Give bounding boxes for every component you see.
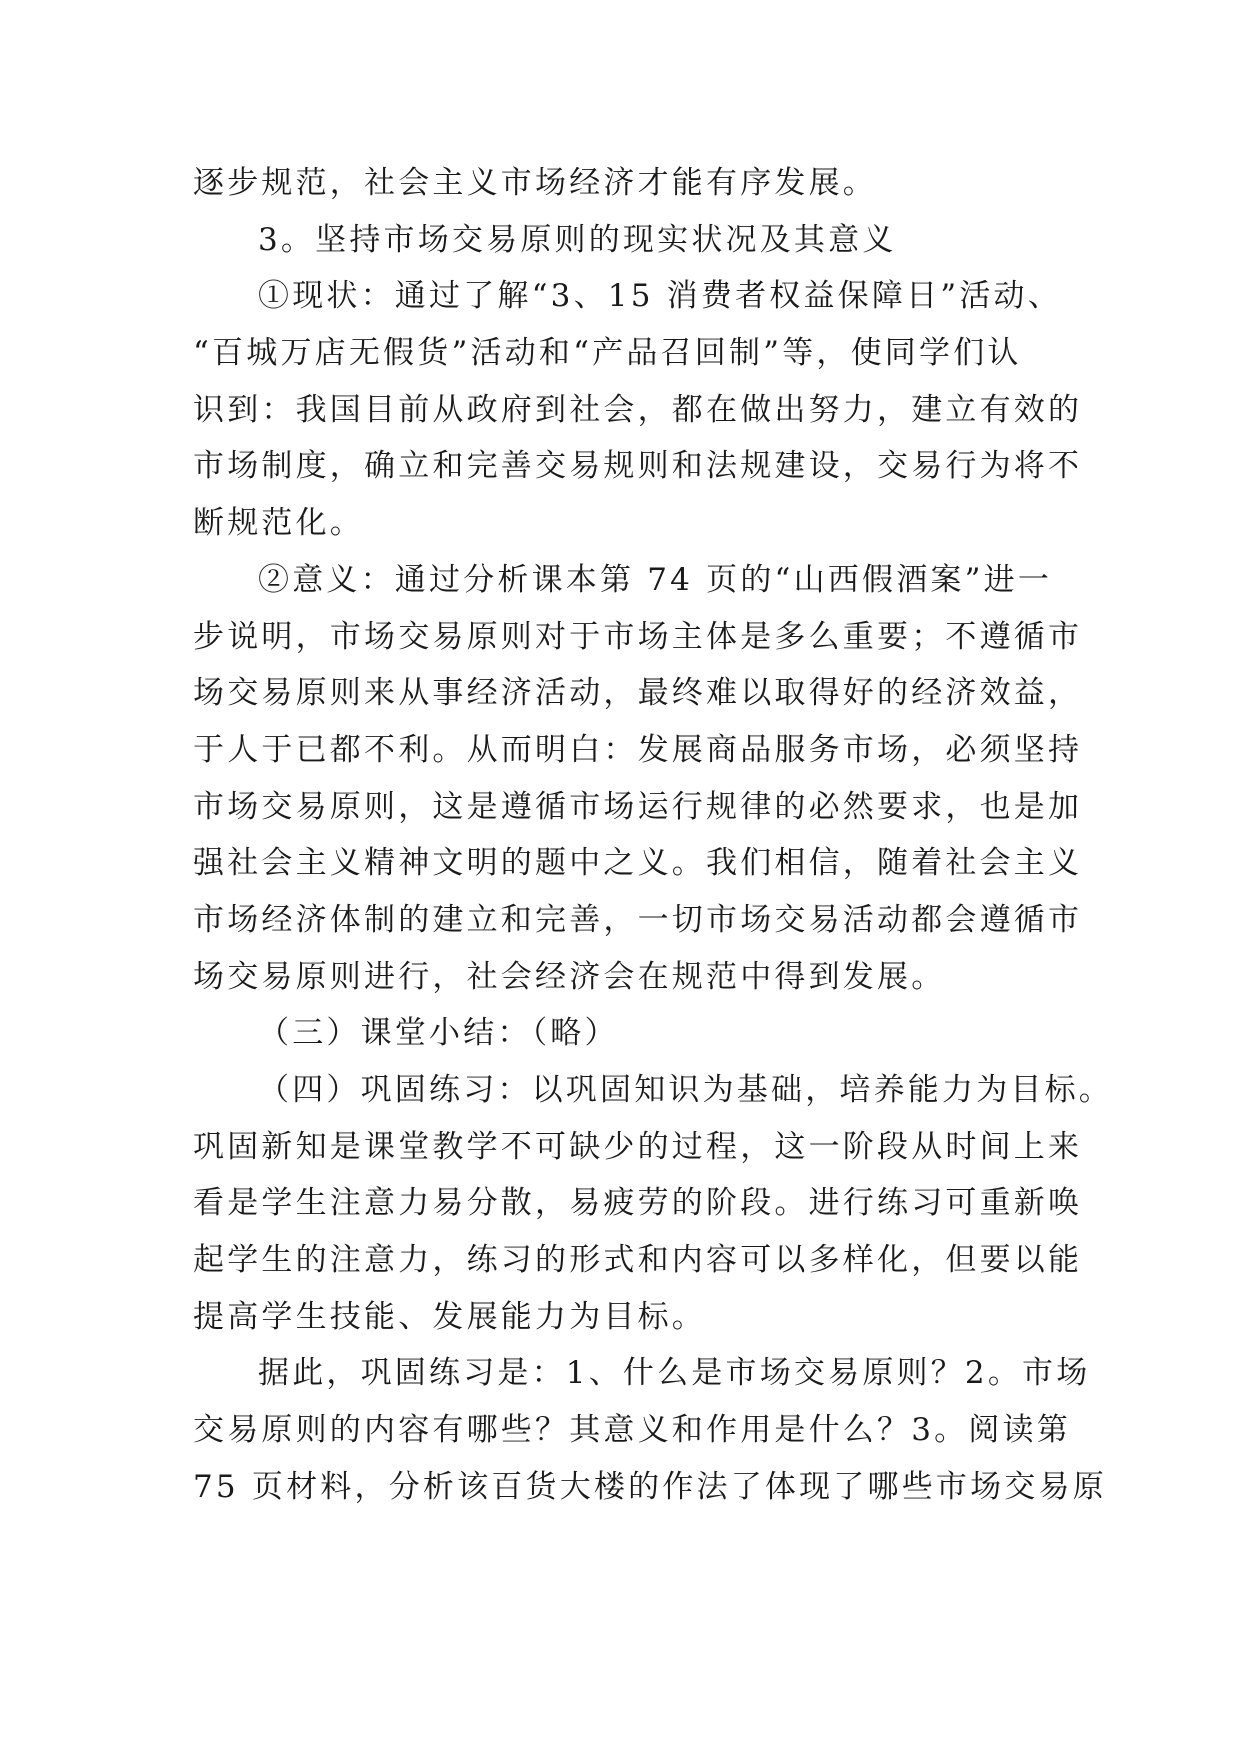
text-line: 75 页材料，分析该百货大楼的作法了体现了哪些市场交易原	[193, 1469, 1107, 1505]
text-line: ②意义：通过分析课本第 74 页的“山西假酒案”进一	[258, 562, 1053, 598]
section-heading: 3。坚持市场交易原则的现实状况及其意义	[258, 222, 897, 258]
text-line: 看是学生注意力易分散，易疲劳的阶段。进行练习可重新唤	[193, 1185, 1083, 1221]
text-line: 场交易原则来从事经济活动，最终难以取得好的经济效益，	[193, 675, 1083, 711]
text-line: 强社会主义精神文明的题中之义。我们相信，随着社会主义	[193, 845, 1083, 881]
section-heading: （四）巩固练习：以巩固知识为基础，培养能力为目标。	[258, 1072, 1113, 1108]
text-line: 起学生的注意力，练习的形式和内容可以多样化，但要以能	[193, 1242, 1083, 1278]
text-line: 逐步规范，社会主义市场经济才能有序发展。	[193, 165, 877, 201]
text-line: ①现状：通过了解“3、15 消费者权益保障日”活动、	[258, 278, 1062, 314]
text-line: 市场交易原则，这是遵循市场运行规律的必然要求，也是加	[193, 789, 1083, 825]
text-line: 巩固新知是课堂教学不可缺少的过程，这一阶段从时间上来	[193, 1129, 1083, 1165]
text-line: 提高学生技能、发展能力为目标。	[193, 1299, 706, 1335]
text-line: 步说明，市场交易原则对于市场主体是多么重要；不遵循市	[193, 619, 1083, 655]
text-line: 场交易原则进行，社会经济会在规范中得到发展。	[193, 959, 946, 995]
text-line: 断规范化。	[193, 505, 364, 541]
section-heading: （三）课堂小结：（略）	[258, 1015, 619, 1051]
text-line: “百城万店无假货”活动和“产品召回制”等，使同学们认	[193, 335, 1022, 371]
text-line: 市场制度，确立和完善交易规则和法规建设，交易行为将不	[193, 448, 1083, 484]
text-line: 据此，巩固练习是：1、什么是市场交易原则？2。市场	[258, 1355, 1091, 1391]
text-line: 识到：我国目前从政府到社会，都在做出努力，建立有效的	[193, 392, 1083, 428]
text-line: 于人于已都不利。从而明白：发展商品服务市场，必须坚持	[193, 732, 1083, 768]
text-line: 交易原则的内容有哪些？其意义和作用是什么？3。阅读第	[193, 1412, 1071, 1448]
text-line: 市场经济体制的建立和完善，一切市场交易活动都会遵循市	[193, 902, 1083, 938]
